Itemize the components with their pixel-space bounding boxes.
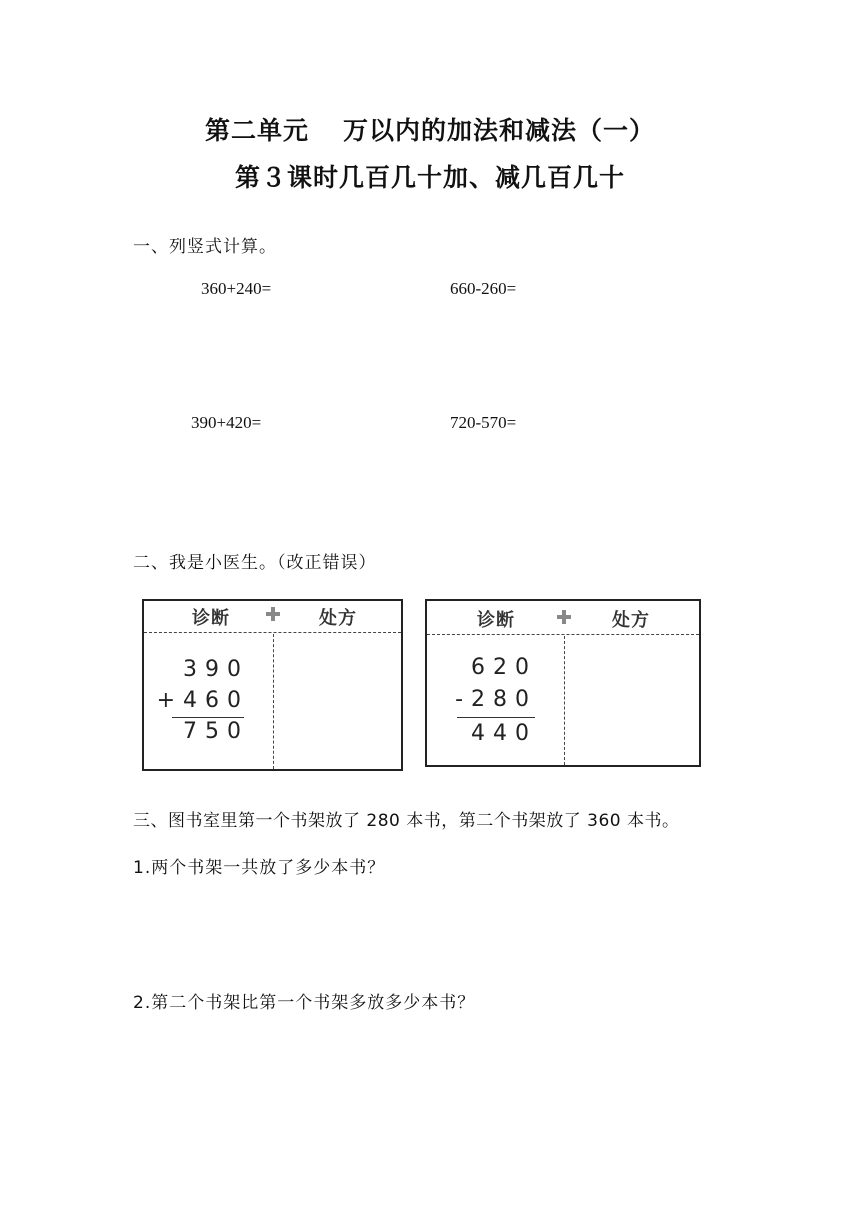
card-header	[144, 601, 401, 633]
doctor-card-2	[425, 599, 701, 767]
problem-1: 360+240=	[201, 279, 272, 298]
problem-4: 720-570=	[450, 413, 517, 432]
question-2: 2.第二个书架比第一个书架多放多少本书？	[133, 993, 476, 1013]
card-divider	[564, 636, 565, 765]
diagnosis-label: 诊断	[192, 608, 230, 629]
operand-2: +460	[156, 688, 249, 713]
diagnosis-label: 诊断	[477, 610, 515, 631]
operand-2: -280	[455, 687, 537, 712]
plus-icon	[266, 607, 280, 621]
unit-name: 万以内的加法和减法（一）	[343, 116, 656, 145]
section1-heading: 一、列竖式计算。	[133, 237, 277, 257]
result: 750	[183, 719, 249, 744]
plus-icon	[557, 610, 571, 624]
problem-3: 390+420=	[191, 413, 262, 432]
doctor-card-1	[142, 599, 403, 771]
sum-rule	[172, 717, 244, 718]
unit-label: 第二单元	[204, 116, 309, 145]
section3-heading: 三、图书室里第一个书架放了 280 本书，第二个书架放了 360 本书。	[133, 811, 680, 831]
difference-rule	[457, 717, 535, 718]
problem-2: 660-260=	[450, 279, 517, 298]
operand-1: 620	[471, 655, 537, 680]
page-title	[0, 111, 860, 147]
question-1: 1.两个书架一共放了多少本书？	[133, 858, 386, 878]
prescription-label: 处方	[319, 608, 357, 629]
lesson-title: 第３课时几百几十加、减几百几十	[234, 163, 625, 192]
result: 440	[471, 721, 537, 746]
section2-heading: 二、我是小医生。（改正错误）	[133, 553, 377, 573]
operand-1: 390	[183, 657, 249, 682]
card-divider	[273, 634, 274, 769]
card-header	[427, 601, 699, 635]
prescription-label: 处方	[612, 610, 650, 631]
